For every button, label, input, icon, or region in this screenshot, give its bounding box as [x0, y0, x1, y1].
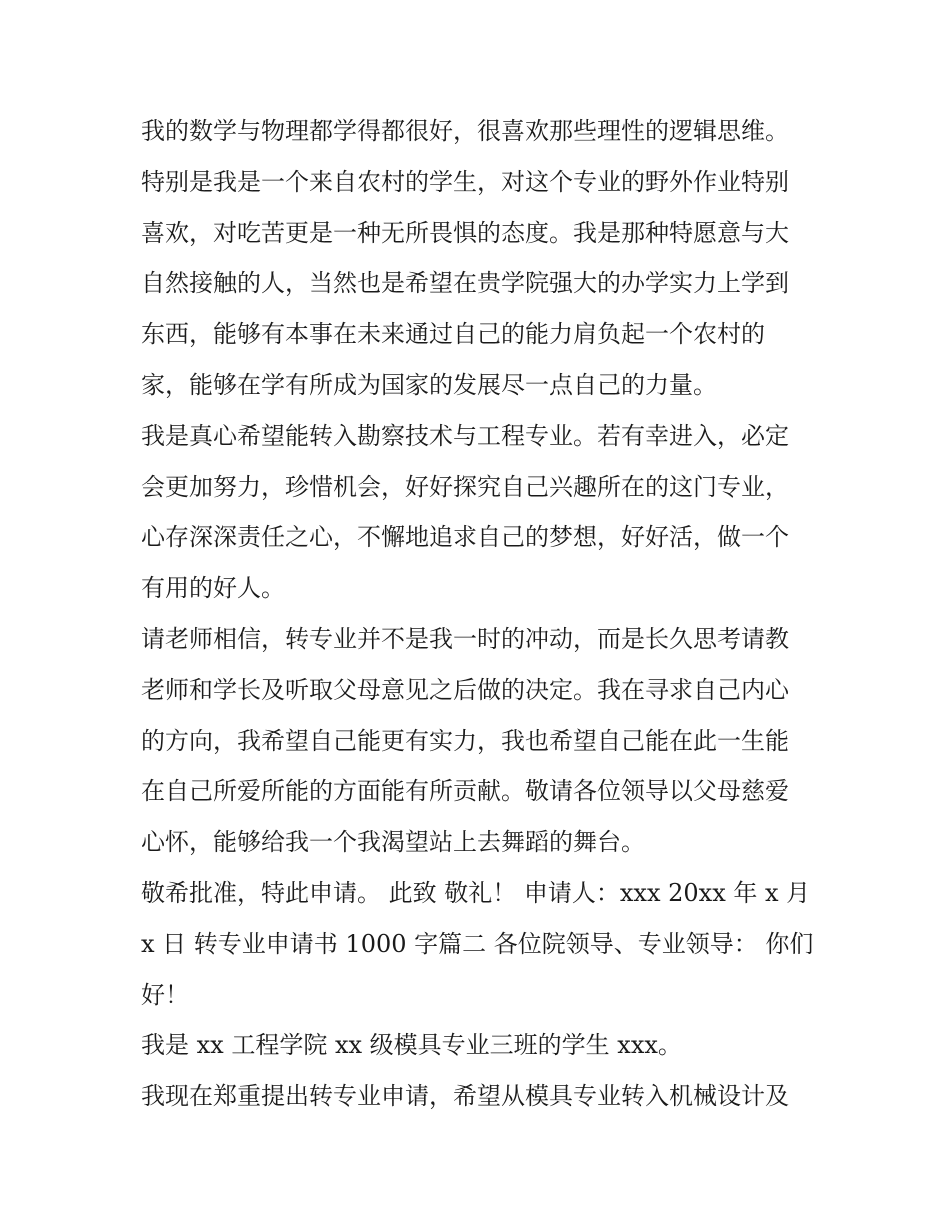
text-line-18: 好！ — [141, 980, 189, 1009]
text-line-17: x 日 转专业申请书 1000 字篇二 各位院领导、专业领导： 你们 — [141, 929, 814, 958]
text-line-11: 请老师相信，转专业并不是我一时的冲动，而是长久思考请教 — [141, 624, 789, 653]
text-line-9: 心存深深责任之心，不懈地追求自己的梦想，好好活，做一个 — [141, 523, 789, 552]
text-line-3: 喜欢，对吃苦更是一种无所畏惧的态度。我是那种特愿意与大 — [141, 218, 789, 247]
text-line-7: 我是真心希望能转入勘察技术与工程专业。若有幸进入，必定 — [141, 421, 789, 450]
text-line-19: 我是 xx 工程学院 xx 级模具专业三班的学生 xxx。 — [141, 1031, 682, 1060]
text-line-15: 心怀，能够给我一个我渴望站上去舞蹈的舞台。 — [141, 828, 645, 857]
text-line-10: 有用的好人。 — [141, 574, 285, 603]
text-line-13: 的方向，我希望自己能更有实力，我也希望自己能在此一生能 — [141, 726, 789, 755]
text-line-5: 东西，能够有本事在未来通过自己的能力肩负起一个农村的 — [141, 320, 765, 349]
document-body — [141, 106, 821, 1122]
text-line-1: 我的数学与物理都学得都很好，很喜欢那些理性的逻辑思维。 — [141, 117, 789, 145]
text-line-20: 我现在郑重提出转专业申请，希望从模具专业转入机械设计及 — [141, 1082, 789, 1111]
text-line-12: 老师和学长及听取父母意见之后做的决定。我在寻求自己内心 — [141, 675, 789, 704]
text-line-16: 敬希批准，特此申请。 此致 敬礼！ 申请人：xxx 20xx 年 x 月 — [141, 878, 811, 907]
text-line-8: 会更加努力，珍惜机会，好好探究自己兴趣所在的这门专业， — [141, 472, 789, 501]
text-line-6: 家，能够在学有所成为国家的发展尽一点自己的力量。 — [141, 370, 717, 399]
text-line-2: 特别是我是一个来自农村的学生，对这个专业的野外作业特别 — [141, 167, 789, 196]
text-line-14: 在自己所爱所能的方面能有所贡献。敬请各位领导以父母慈爱 — [141, 777, 789, 806]
text-line-4: 自然接触的人，当然也是希望在贵学院强大的办学实力上学到 — [141, 269, 789, 298]
